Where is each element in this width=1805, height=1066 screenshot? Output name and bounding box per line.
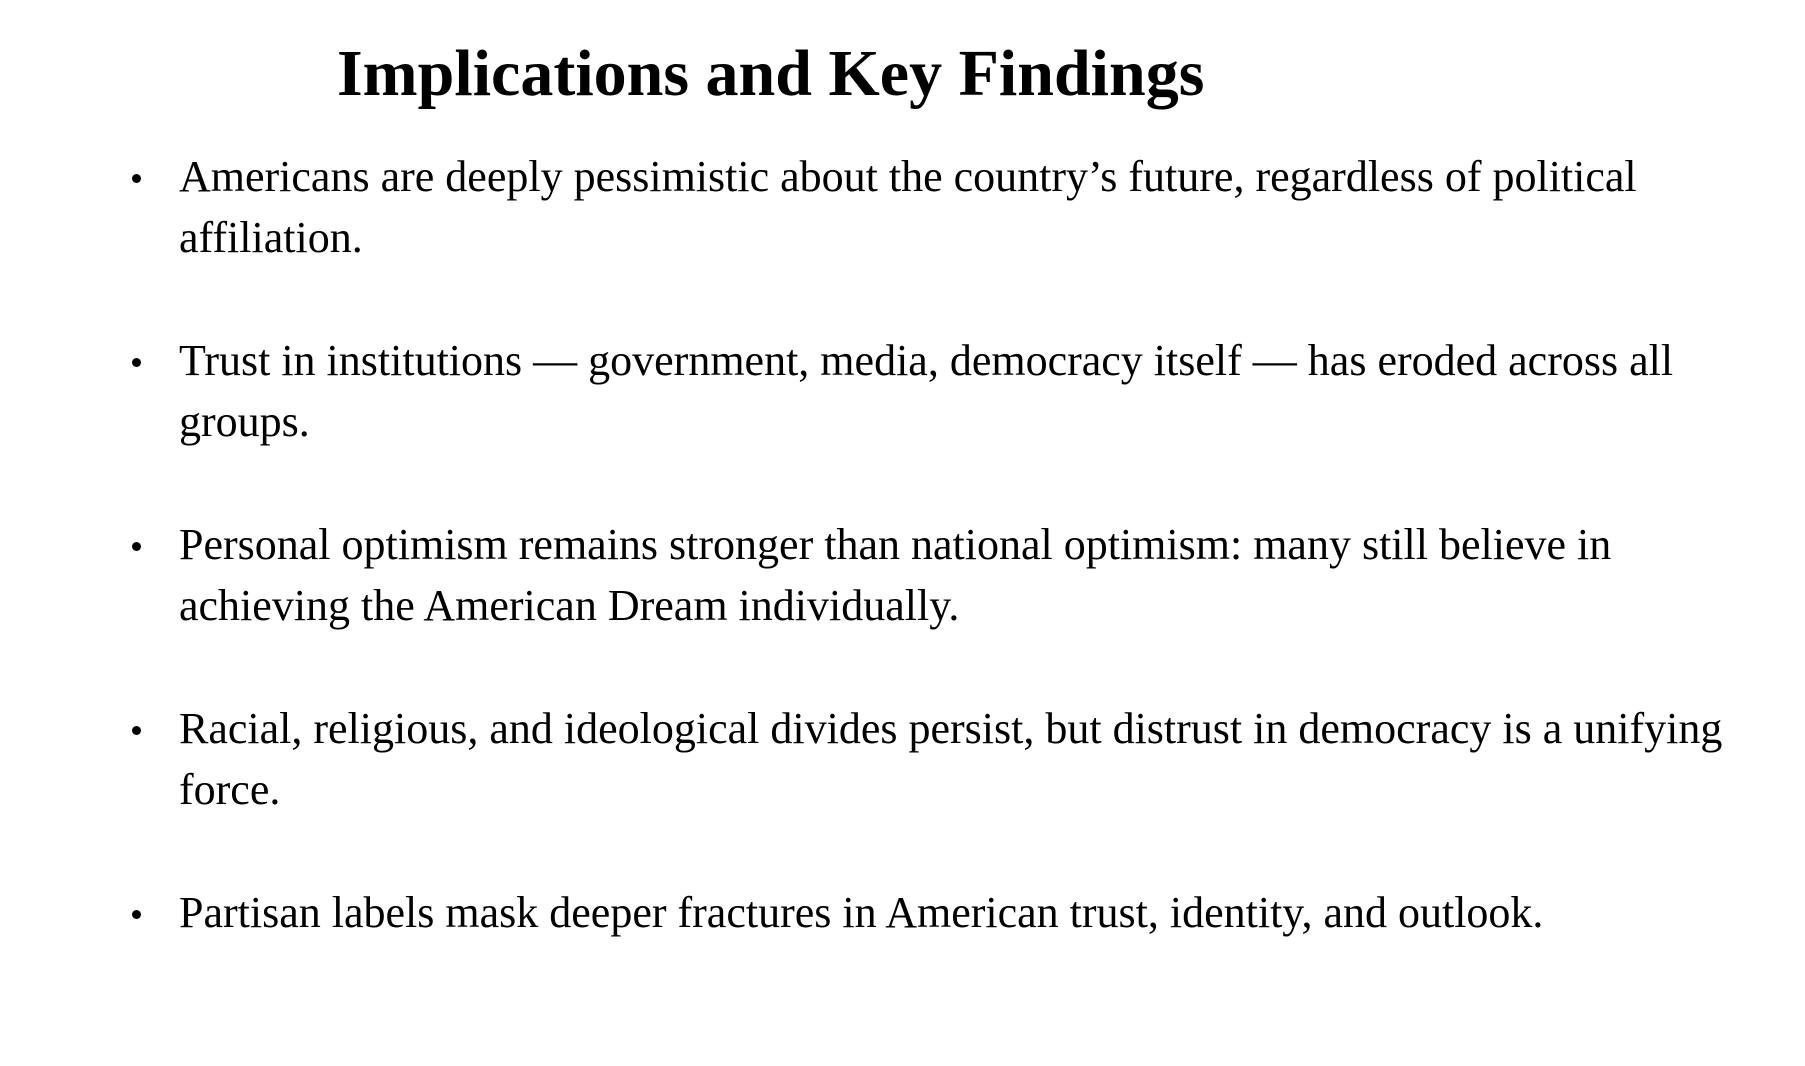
- bullet-icon: [132, 726, 141, 735]
- list-item: [0, 698, 1805, 882]
- bullet-icon: [132, 174, 141, 183]
- finding-text: Partisan labels mask deeper fractures in American trust, identity, and outlook.: [179, 888, 1544, 937]
- list-item: [0, 882, 1805, 1066]
- bullet-icon: [132, 910, 141, 919]
- slide-title: Implications and Key Findings: [337, 37, 1205, 110]
- bullet-icon: [132, 542, 141, 551]
- list-item: [0, 146, 1805, 330]
- finding-text: Personal optimism remains stronger than national optimism: many still believe in achieving the American Dream individually.: [179, 520, 1612, 630]
- list-item: [0, 514, 1805, 698]
- finding-text: Racial, religious, and ideological divides persist, but distrust in democracy is a unifying force.: [179, 704, 1723, 814]
- list-item: [0, 330, 1805, 514]
- bullet-icon: [132, 358, 141, 367]
- finding-text: Trust in institutions — government, media, democracy itself — has eroded across all groups.: [179, 336, 1674, 446]
- finding-text: Americans are deeply pessimistic about the country’s future, regardless of political affiliation.: [179, 152, 1637, 262]
- findings-list: [0, 146, 1805, 1066]
